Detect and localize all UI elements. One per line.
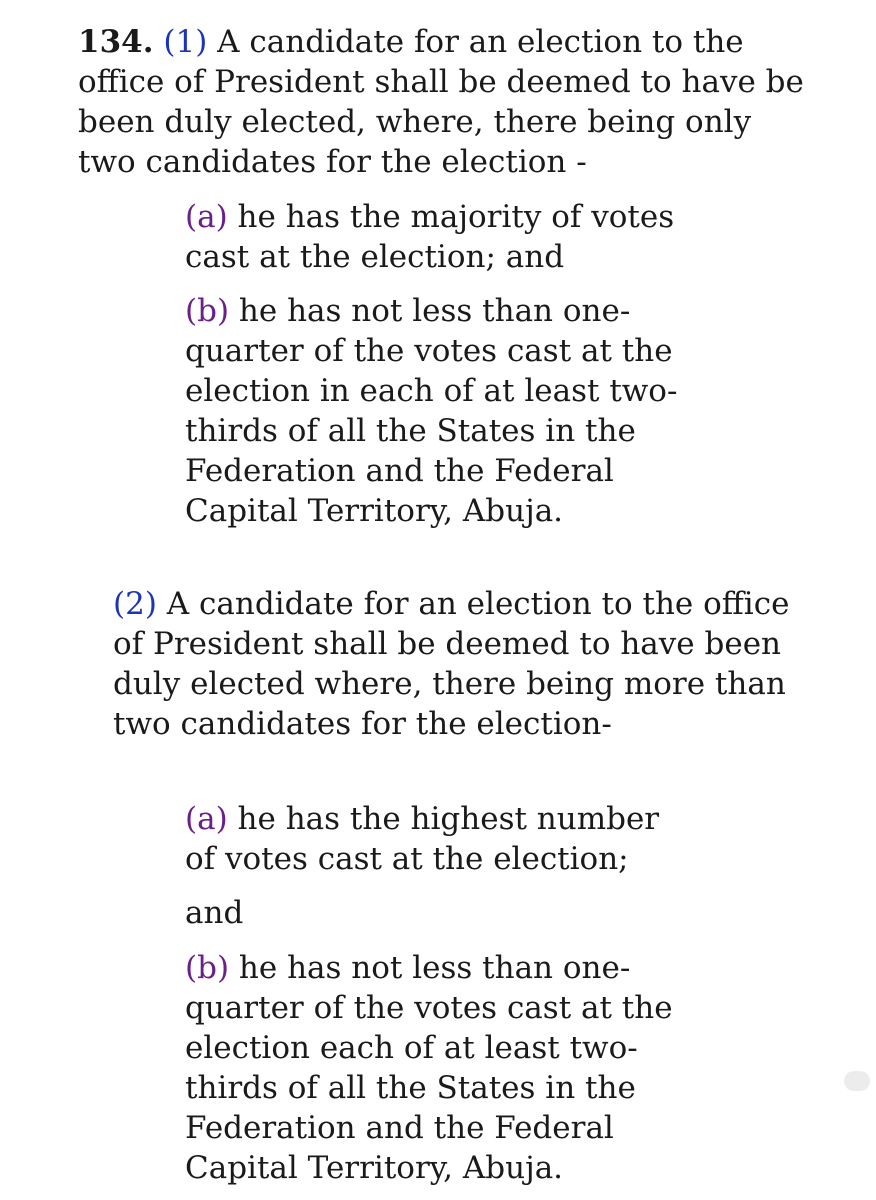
item-marker: (b) (185, 293, 230, 329)
subsection-1-marker: (1) (163, 24, 208, 60)
item-text: he has the majority of votes cast at the election; and (185, 199, 675, 275)
subsection-2-item-a (185, 799, 685, 879)
section-number: 134. (78, 24, 154, 60)
scroll-indicator[interactable] (844, 1071, 870, 1091)
subsection-1-paragraph (78, 22, 818, 182)
subsection-2-paragraph (113, 584, 813, 744)
subsection-2-connector (185, 893, 745, 933)
subsection-1-item-b (185, 291, 705, 531)
item-text: he has not less than one-quarter of the votes cast at the election each of at least two-thirds of all the States in the Federation and the Federal Capital Territory, Abuja. (185, 950, 673, 1186)
subsection-2-item-b (185, 948, 685, 1188)
subsection-2-text: A candidate for an election to the office of President shall be deemed to have been duly elected where, there being more than two candidates for the election- (113, 586, 790, 742)
subsection-1-item-a (185, 197, 745, 277)
section-134-subsection-1 (78, 22, 818, 182)
item-marker: (a) (185, 199, 228, 235)
subsection-1-text: A candidate for an election to the office of President shall be deemed to have be been duly elected, where, there being only two candidates for the election - (78, 24, 804, 180)
connector-text: and (185, 895, 244, 931)
section-134-subsection-2 (113, 584, 813, 744)
subsection-2-marker: (2) (113, 586, 157, 622)
item-marker: (a) (185, 801, 228, 837)
item-marker: (b) (185, 950, 230, 986)
item-text: he has not less than one-quarter of the votes cast at the election in each of at least two-thirds of all the States in the Federation and the Federal Capital Territory, Abuja. (185, 293, 678, 529)
item-text: he has the highest number of votes cast at the election; (185, 801, 660, 877)
